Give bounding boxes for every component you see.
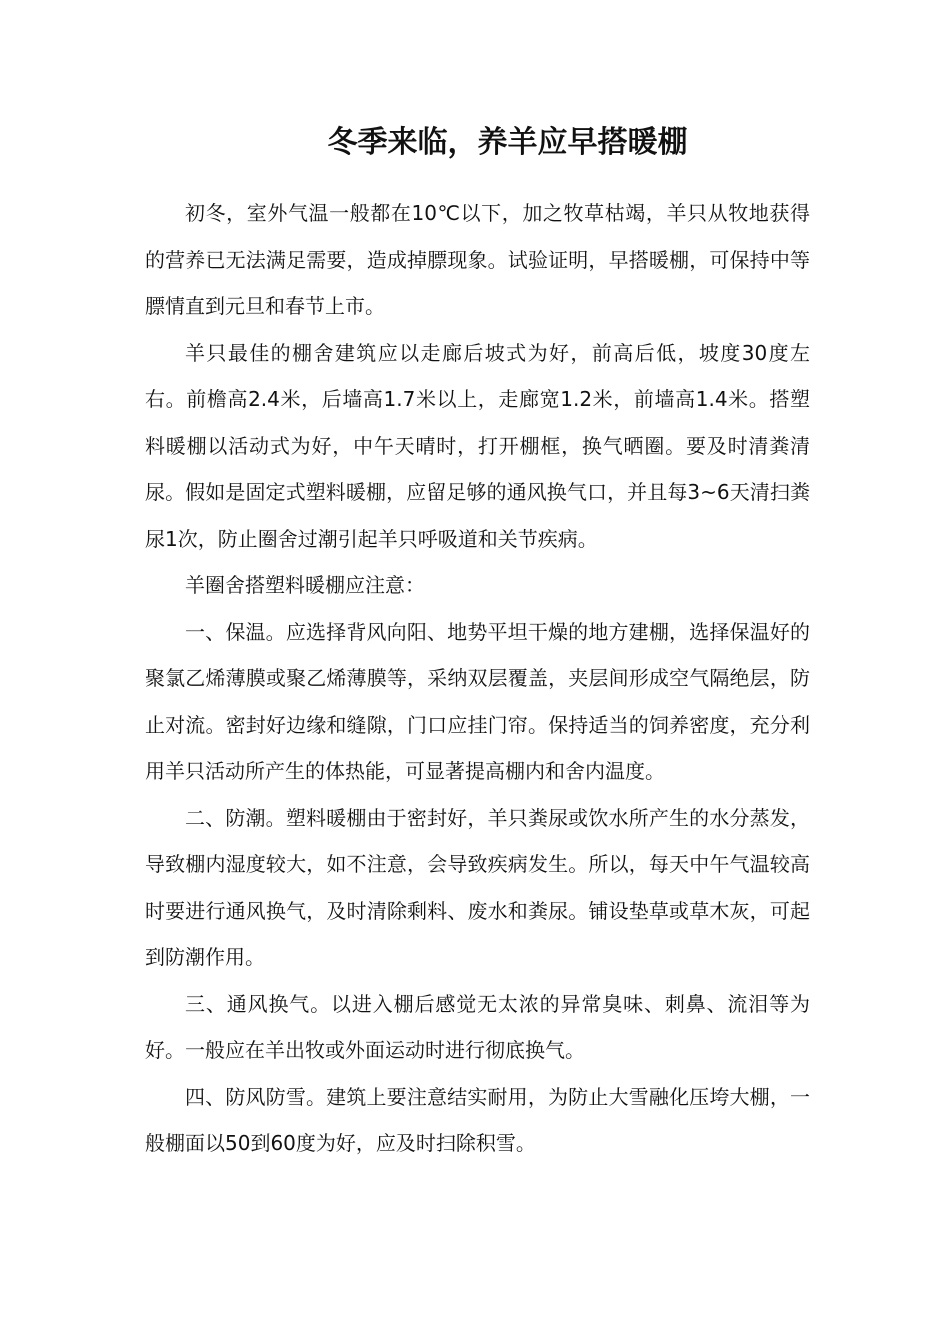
- paragraph-moisture: 二、防潮。塑料暖棚由于密封好，羊只粪尿或饮水所产生的水分蒸发，导致棚内湿度较大，如不注意，会导致疾病发生。所以，每天中午气温较高时要进行通风换气，及时清除剩料、废水和粪尿。铺设垫草或草木灰，可起到防潮作用。: [145, 805, 810, 969]
- paragraph-notes-heading: 羊圈舍搭塑料暖棚应注意：: [185, 573, 425, 597]
- paragraph-wind-snow: 四、防风防雪。建筑上要注意结实耐用，为防止大雪融化压垮大棚，一般棚面以50到60度为好，应及时扫除积雪。: [145, 1084, 810, 1155]
- paragraph-shed-structure: 羊只最佳的棚舍建筑应以走廊后坡式为好，前高后低，坡度30度左右。前檐高2.4米，后墙高1.7米以上，走廊宽1.2米，前墙高1.4米。搭塑料暖棚以活动式为好，中午天晴时，打开棚框，换气晒圈。要及时清粪清尿。假如是固定式塑料暖棚，应留足够的通风换气口，并且每3~6天清扫粪尿1次，防止圈舍过潮引起羊只呼吸道和关节疾病。: [145, 340, 810, 551]
- paragraph-insulation: 一、保温。应选择背风向阳、地势平坦干燥的地方建棚，选择保温好的聚氯乙烯薄膜或聚乙烯薄膜等，采纳双层覆盖，夹层间形成空气隔绝层，防止对流。密封好边缘和缝隙，门口应挂门帘。保持适当的饲养密度，充分利用羊只活动所产生的体热能，可显著提高棚内和舍内温度。: [145, 619, 810, 783]
- paragraph-intro: 初冬，室外气温一般都在10℃以下，加之牧草枯竭，羊只从牧地获得的营养已无法满足需要，造成掉膘现象。试验证明，早搭暖棚，可保持中等膘情直到元旦和春节上市。: [145, 201, 810, 318]
- document-title: 冬季来临，养羊应早搭暖棚: [327, 125, 688, 160]
- paragraph-ventilation: 三、通风换气。以进入棚后感觉无太浓的异常臭味、刺鼻、流泪等为好。一般应在羊出牧或外面运动时进行彻底换气。: [145, 991, 810, 1062]
- document-body: [145, 118, 810, 1167]
